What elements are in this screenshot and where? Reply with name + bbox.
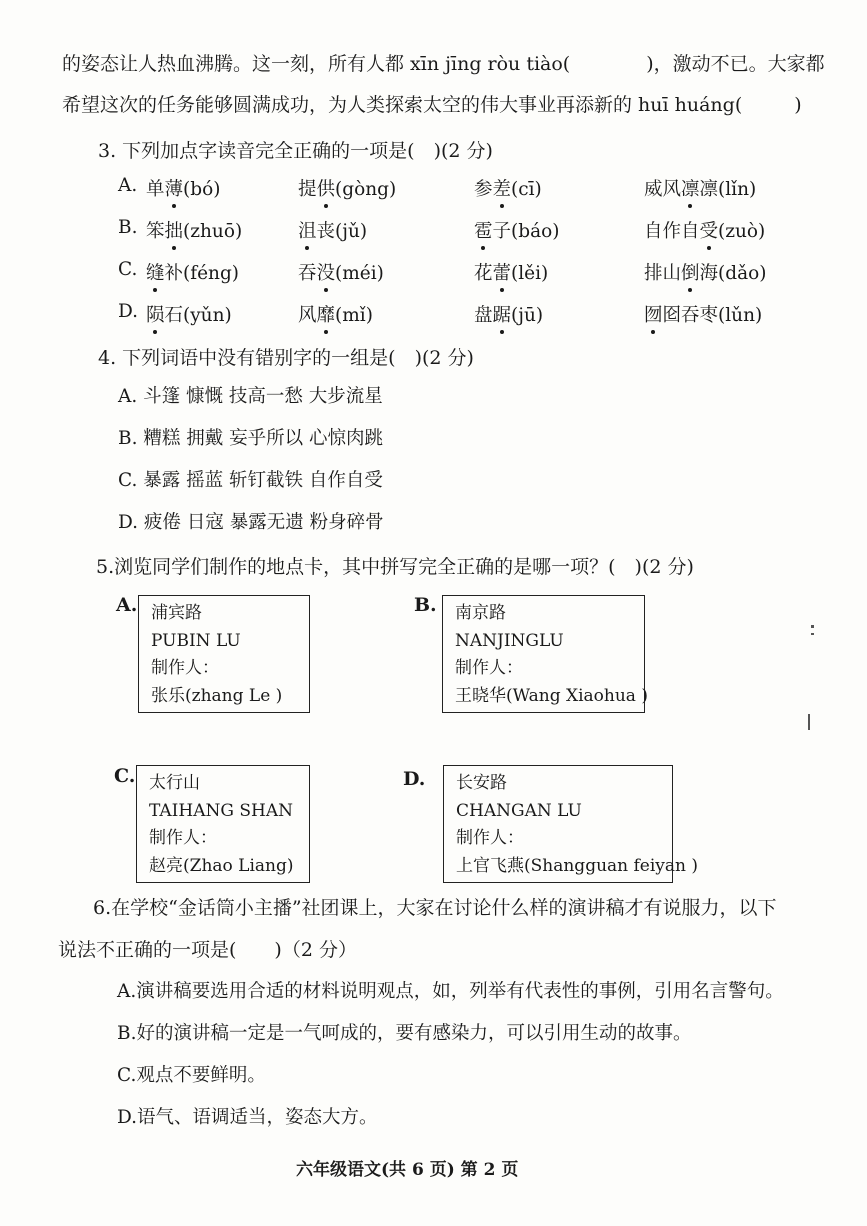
word-pre: 花 — [474, 263, 493, 284]
scan-speck — [808, 714, 810, 730]
word-pre: 威风 — [644, 179, 682, 200]
word-post: (gòng) — [335, 179, 397, 200]
word-post: (mǐ) — [335, 305, 373, 326]
word-post: 丧(jǔ) — [316, 221, 368, 242]
dotted-char: 踞 — [493, 301, 512, 327]
card-d-maker: 上官飞燕(Shangguan feiyan ) — [456, 855, 699, 876]
card-b-pinyin: NANJINGLU — [455, 630, 564, 651]
word-post: 补(féng) — [164, 263, 240, 284]
q5-card-b-letter: B. — [414, 594, 437, 616]
q3-option-letter[interactable]: D. — [118, 301, 139, 322]
dotted-char: 靡 — [317, 301, 336, 327]
card-a-maker-label: 制作人： — [151, 658, 219, 678]
q5-card-b[interactable] — [442, 595, 648, 713]
word-post: (lěi) — [511, 263, 549, 284]
word-pre: 排山 — [644, 263, 682, 284]
q3-word — [644, 175, 756, 201]
dotted-char: 受 — [700, 217, 719, 243]
q6-option-c[interactable]: C.观点不要鲜明。 — [117, 1065, 266, 1086]
word-pre: 盘 — [474, 305, 493, 326]
dotted-char: 陨 — [146, 301, 165, 327]
dotted-char: 沮 — [298, 217, 317, 243]
q5-card-a[interactable] — [138, 595, 310, 713]
q6-stem-line-1: 6.在学校“金话筒小主播”社团课上，大家在讨论什么样的演讲稿才有说服力，以下 — [93, 897, 777, 919]
word-post: (bó) — [183, 179, 221, 200]
emphasis-dot-icon — [305, 246, 309, 250]
emphasis-dot-icon — [324, 330, 328, 334]
intro-line-2-text-b: ) — [794, 94, 802, 116]
q3-word — [298, 175, 396, 201]
emphasis-dot-icon — [688, 288, 692, 292]
q6-stem-line-2: 说法不正确的一项是( )（2 分） — [58, 939, 357, 961]
q3-word — [146, 301, 232, 327]
card-a-place: 浦宾路 — [151, 603, 202, 623]
q3-word — [474, 175, 542, 201]
dotted-char: 倒 — [681, 259, 700, 285]
card-c-maker: 赵亮(Zhao Liang) — [149, 855, 294, 876]
card-c-pinyin: TAIHANG SHAN — [149, 800, 293, 821]
q3-word — [644, 217, 765, 243]
word-pre: 风 — [298, 305, 317, 326]
scan-speck — [811, 625, 814, 628]
word-pre: 吞 — [298, 263, 317, 284]
emphasis-dot-icon — [500, 330, 504, 334]
q6-option-b[interactable]: B.好的演讲稿一定是一气呵成的，要有感染力，可以引用生动的故事。 — [117, 1023, 692, 1044]
q5-card-a-letter: A. — [116, 594, 138, 616]
q5-card-d-letter: D. — [403, 768, 426, 790]
card-c-maker-label: 制作人： — [149, 828, 217, 848]
emphasis-dot-icon — [500, 204, 504, 208]
card-a-maker: 张乐(zhang Le ) — [151, 685, 283, 706]
intro-line-2-text-a: 希望这次的任务能够圆满成功，为人类探索太空的伟大事业再添新的 huī huáng( — [62, 94, 743, 116]
emphasis-dot-icon — [153, 330, 157, 334]
emphasis-dot-icon — [651, 330, 655, 334]
q4-option-b[interactable]: B. 糟糕 拥戴 妄乎所以 心惊肉跳 — [118, 428, 383, 449]
emphasis-dot-icon — [172, 204, 176, 208]
word-post: (zuò) — [718, 221, 766, 242]
dotted-char: 差 — [493, 175, 512, 201]
intro-line-2 — [62, 93, 802, 117]
card-b-place: 南京路 — [455, 603, 506, 623]
dotted-char: 没 — [317, 259, 336, 285]
word-post: 凛(lǐn) — [699, 179, 757, 200]
q3-word — [146, 259, 239, 285]
emphasis-dot-icon — [500, 288, 504, 292]
dotted-char: 蕾 — [493, 259, 512, 285]
word-post: 子(báo) — [492, 221, 560, 242]
q5-stem: 5.浏览同学们制作的地点卡，其中拼写完全正确的是哪一项？( )(2 分) — [96, 556, 694, 578]
q3-word — [644, 301, 762, 327]
word-post: 石(yǔn) — [164, 305, 232, 326]
q3-option-letter[interactable]: A. — [118, 175, 138, 196]
q3-word — [474, 301, 543, 327]
dotted-char: 供 — [317, 175, 336, 201]
word-pre: 单 — [146, 179, 165, 200]
word-post: (zhuō) — [183, 221, 243, 242]
emphasis-dot-icon — [324, 204, 328, 208]
card-d-place: 长安路 — [456, 773, 507, 793]
q3-word — [298, 301, 373, 327]
card-b-maker-label: 制作人： — [455, 658, 523, 678]
q5-card-c[interactable] — [136, 765, 310, 883]
word-post: (cī) — [511, 179, 542, 200]
q3-option-letter[interactable]: B. — [118, 217, 138, 238]
q3-stem: 3. 下列加点字读音完全正确的一项是( )(2 分) — [98, 140, 493, 162]
q3-word — [644, 259, 766, 285]
card-a-pinyin: PUBIN LU — [151, 630, 241, 651]
q4-stem: 4. 下列词语中没有错别字的一组是( )(2 分) — [98, 347, 474, 369]
card-b-maker: 王晓华(Wang Xiaohua ) — [455, 685, 648, 706]
q6-option-d[interactable]: D.语气、语调适当，姿态大方。 — [117, 1107, 378, 1128]
emphasis-dot-icon — [481, 246, 485, 250]
q3-word — [146, 175, 220, 201]
card-c-place: 太行山 — [149, 773, 200, 793]
dotted-char: 拙 — [165, 217, 184, 243]
intro-line-1-text-b: )，激动不已。大家都 — [646, 53, 825, 75]
word-pre: 自作自 — [644, 221, 700, 242]
dotted-char: 薄 — [165, 175, 184, 201]
q4-option-a[interactable]: A. 斗篷 慷慨 技高一愁 大步流星 — [118, 386, 383, 407]
word-post: (méi) — [335, 263, 384, 284]
card-d-maker-label: 制作人： — [456, 828, 524, 848]
scan-speck — [811, 633, 814, 635]
q3-word — [298, 259, 384, 285]
dotted-char: 囫 — [644, 301, 663, 327]
dotted-char: 雹 — [474, 217, 493, 243]
page-footer: 六年级语文(共 6 页) 第 2 页 — [296, 1160, 519, 1180]
q5-card-c-letter: C. — [114, 765, 136, 787]
q3-word — [146, 217, 242, 243]
word-pre: 提 — [298, 179, 317, 200]
word-pre: 笨 — [146, 221, 165, 242]
emphasis-dot-icon — [707, 246, 711, 250]
q3-word — [298, 217, 367, 243]
card-d-pinyin: CHANGAN LU — [456, 800, 582, 821]
emphasis-dot-icon — [153, 288, 157, 292]
q6-option-a[interactable]: A.演讲稿要选用合适的材料说明观点，如，列举有代表性的事例，引用名言警句。 — [117, 981, 784, 1002]
emphasis-dot-icon — [688, 204, 692, 208]
emphasis-dot-icon — [324, 288, 328, 292]
intro-line-1 — [62, 52, 825, 76]
q3-option-letter[interactable]: C. — [118, 259, 138, 280]
word-post: 囵吞枣(lǔn) — [662, 305, 763, 326]
intro-line-1-text-a: 的姿态让人热血沸腾。这一刻，所有人都 xīn jīng ròu tiào( — [62, 53, 571, 75]
q4-option-c[interactable]: C. 暴露 摇蓝 斩钉截铁 自作自受 — [118, 470, 383, 491]
q4-option-d[interactable]: D. 疲倦 日寇 暴露无遗 粉身碎骨 — [118, 512, 384, 533]
word-post: (jū) — [511, 305, 544, 326]
emphasis-dot-icon — [172, 246, 176, 250]
dotted-char: 凛 — [681, 175, 700, 201]
word-post: 海(dǎo) — [699, 263, 767, 284]
q3-word — [474, 259, 548, 285]
q5-card-d[interactable] — [443, 765, 699, 883]
word-pre: 参 — [474, 179, 493, 200]
q3-word — [474, 217, 559, 243]
dotted-char: 缝 — [146, 259, 165, 285]
